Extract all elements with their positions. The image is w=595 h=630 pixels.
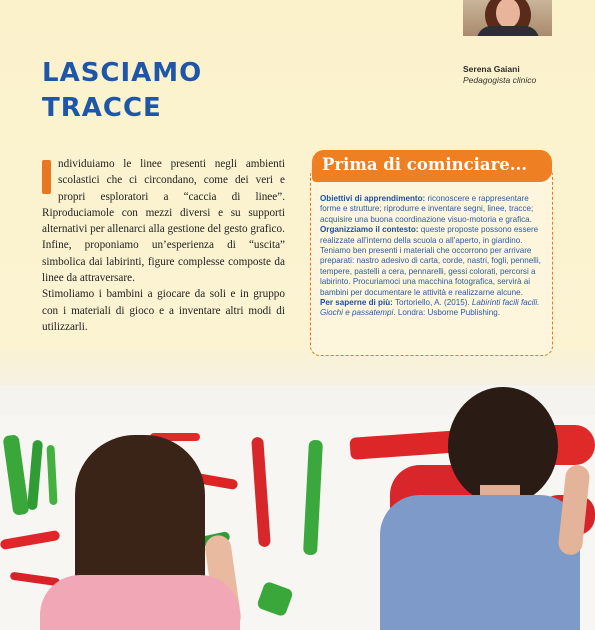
objectives-paragraph (320, 194, 544, 225)
more-title: Labirinti facili facili. Giochi e passatempi (320, 298, 540, 318)
author-shirt (477, 26, 539, 36)
body-paragraph: Stimoliamo i bambini a giocare da soli e in gruppo con i materiali di gioco e a inventare altri modi di utilizzarli. (42, 288, 285, 333)
organize-text: queste proposte possono essere realizzate all’interno della scuola o all’aperto, in giardino. Teniamo ben presenti i materiali che occorrono per arrivare preparati: nastro adesivo di carta, corde, nastri, fogli, pennelli, tempere, pastelli a cera, pennarelli, gessi colorati, percorsi a labirinto. Procuriamoci una macchina fotografica, servirà ai bambini per documentare le attività e realizzarne alcune. (320, 225, 541, 297)
drop-cap-i (42, 160, 51, 194)
children-painting-photo (0, 385, 595, 630)
body-paragraph: Infine, proponiamo un’esperienza di “uscita” simbolica dai labirinti, figure complesse composte da linee da attraversare. (42, 239, 285, 285)
info-box (310, 150, 553, 356)
info-box-content (320, 194, 544, 319)
info-box-title: Prima di cominciare... (322, 155, 528, 174)
author-role: Pedagogista clinico (463, 75, 537, 85)
organize-paragraph (320, 225, 544, 298)
info-box-header (312, 150, 552, 182)
objectives-label: Obiettivi di apprendimento: (320, 194, 426, 203)
body-paragraph: ndividuiamo le linee presenti negli ambienti scolastici che ci circondano, come dei veri e propri esploratori a “caccia di linee”. Riproduciamole con mezzi diversi e su supporti alternativi per allenarci alla gestione del gesto grafico. (42, 158, 285, 236)
more-paragraph (320, 298, 544, 319)
page-title: LASCIAMO TRACCE (42, 58, 203, 123)
organize-label: Organizziamo il contesto: (320, 225, 419, 235)
more-author: Tortoriello, A. (2015). (392, 298, 472, 308)
author-name: Serena Gaiani (463, 64, 520, 74)
objectives-text: riconoscere e rappresentare forme e strutture; riprodurre e inventare segni, linee, tracce; acquisire una buona coordinazione visuo-motoria e grafica. (320, 194, 534, 224)
child-left-shirt (40, 575, 240, 630)
child-right-shirt (380, 495, 580, 630)
body-text (42, 156, 285, 335)
author-photo (463, 0, 552, 36)
more-label: Per saperne di più: (320, 298, 393, 308)
more-publisher: . Londra: Usborne Publishing. (393, 308, 500, 318)
